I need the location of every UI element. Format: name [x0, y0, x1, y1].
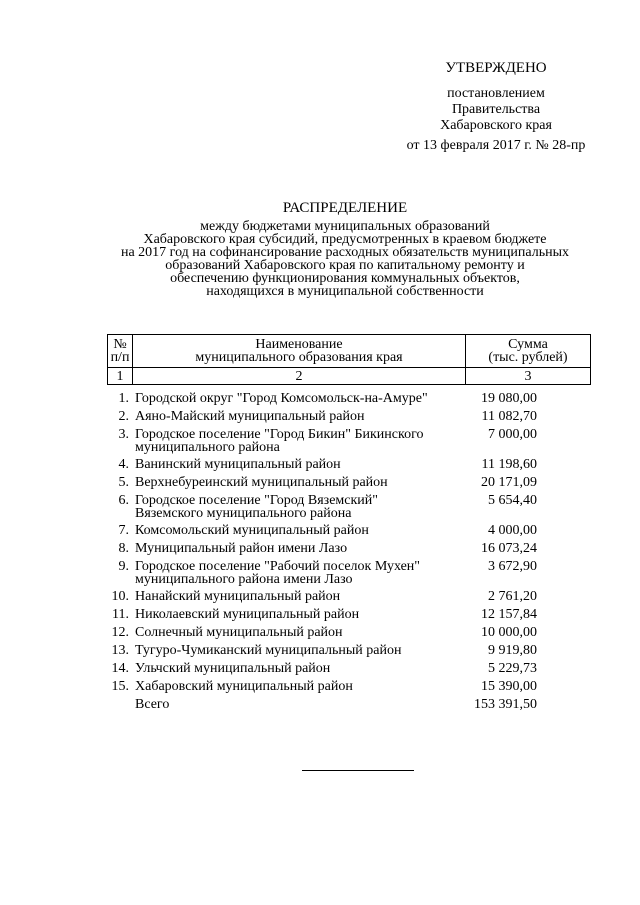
row-amount: 10 000,00 — [481, 625, 537, 640]
row-name: Николаевский муниципальный район — [135, 607, 360, 622]
header-table — [107, 334, 591, 385]
row-name: Городское поселение "Город Бикин" Бикинского муниципального района — [135, 427, 424, 455]
row-name: Аяно-Майский муниципальный район — [135, 409, 365, 424]
table-row — [107, 662, 591, 676]
row-name: Солнечный муниципальный район — [135, 625, 343, 640]
row-name: Комсомольский муниципальный район — [135, 523, 369, 538]
approval-date: от 13 февраля 2017 г. № 28-пр — [406, 138, 586, 153]
row-name: Тугуро-Чумиканский муниципальный район — [135, 643, 402, 658]
row-amount: 11 082,70 — [481, 409, 537, 424]
table-row — [107, 644, 591, 658]
row-amount: 12 157,84 — [481, 607, 537, 622]
total-row — [107, 698, 591, 712]
subtitle-line: между бюджетами муниципальных образований — [200, 219, 490, 234]
row-amount: 15 390,00 — [481, 679, 537, 694]
table-row — [107, 410, 591, 424]
table-row — [107, 428, 591, 454]
row-name: Ульчский муниципальный район — [135, 661, 331, 676]
subtitle-line: обеспечению функционирования коммунальных объектов, — [170, 271, 520, 286]
row-amount: 20 171,09 — [481, 475, 537, 490]
approval-block — [392, 60, 600, 154]
table-row — [107, 626, 591, 640]
row-name: Городское поселение "Город Вяземский" Вяземского муниципального района — [135, 493, 379, 521]
row-name: Хабаровский муниципальный район — [135, 679, 353, 694]
document-title: РАСПРЕДЕЛЕНИЕ — [282, 200, 408, 216]
row-number: 10. — [111, 589, 129, 604]
row-amount: 16 073,24 — [481, 541, 537, 556]
data-rows — [107, 392, 591, 716]
column-index: 2 — [133, 368, 466, 385]
row-number: 7. — [118, 523, 129, 538]
header-amount: Сумма (тыс. рублей) — [466, 335, 591, 368]
row-amount: 3 672,90 — [488, 559, 537, 574]
table-row — [107, 494, 591, 520]
row-number: 6. — [118, 493, 129, 508]
total-label: Всего — [135, 697, 170, 712]
row-amount: 19 080,00 — [481, 391, 537, 406]
row-amount: 7 000,00 — [488, 427, 537, 442]
row-amount: 2 761,20 — [488, 589, 537, 604]
row-number: 9. — [118, 559, 129, 574]
row-number: 13. — [111, 643, 129, 658]
table-row — [107, 524, 591, 538]
table-row — [107, 542, 591, 556]
row-amount: 4 000,00 — [488, 523, 537, 538]
column-index: 1 — [108, 368, 133, 385]
total-amount: 153 391,50 — [474, 697, 537, 712]
header-name: Наименование муниципального образования края — [133, 335, 466, 368]
column-index: 3 — [466, 368, 591, 385]
approval-line: постановлением — [447, 86, 545, 101]
approval-heading: УТВЕРЖДЕНО — [445, 60, 547, 76]
row-number: 12. — [111, 625, 129, 640]
header-num: № п/п — [108, 335, 133, 368]
row-name: Муниципальный район имени Лазо — [135, 541, 348, 556]
row-amount: 11 198,60 — [481, 457, 537, 472]
approval-line: Правительства — [451, 102, 541, 117]
table-row — [107, 590, 591, 604]
subtitle-line: находящихся в муниципальной собственности — [206, 284, 484, 299]
row-number: 2. — [118, 409, 129, 424]
table-row — [107, 680, 591, 694]
row-number: 5. — [118, 475, 129, 490]
row-amount: 5 229,73 — [488, 661, 537, 676]
row-number: 8. — [118, 541, 129, 556]
table-row — [107, 476, 591, 490]
row-name: Ванинский муниципальный район — [135, 457, 341, 472]
table-row — [107, 458, 591, 472]
separator-line — [302, 770, 414, 771]
table-row — [107, 608, 591, 622]
subtitle-line: образований Хабаровского края по капитальному ремонту и — [165, 258, 525, 273]
row-name: Верхнебуреинский муниципальный район — [135, 475, 388, 490]
row-number: 1. — [118, 391, 129, 406]
row-number: 11. — [112, 607, 129, 622]
row-name: Городской округ "Город Комсомольск-на-Амуре" — [135, 391, 428, 406]
table-row — [107, 392, 591, 406]
document-subtitle — [100, 220, 590, 298]
row-name: Городское поселение "Рабочий поселок Мухен" муниципального района имени Лазо — [135, 559, 421, 587]
row-number: 15. — [111, 679, 129, 694]
row-number: 3. — [118, 427, 129, 442]
row-name: Нанайский муниципальный район — [135, 589, 341, 604]
row-number: 4. — [118, 457, 129, 472]
subtitle-line: Хабаровского края субсидий, предусмотренных в краевом бюджете — [143, 232, 547, 247]
subtitle-line: на 2017 год на софинансирование расходных обязательств муниципальных — [120, 245, 570, 260]
approval-line: Хабаровского края — [440, 118, 552, 133]
row-amount: 5 654,40 — [488, 493, 537, 508]
table-row — [107, 560, 591, 586]
row-number: 14. — [111, 661, 129, 676]
row-amount: 9 919,80 — [488, 643, 537, 658]
